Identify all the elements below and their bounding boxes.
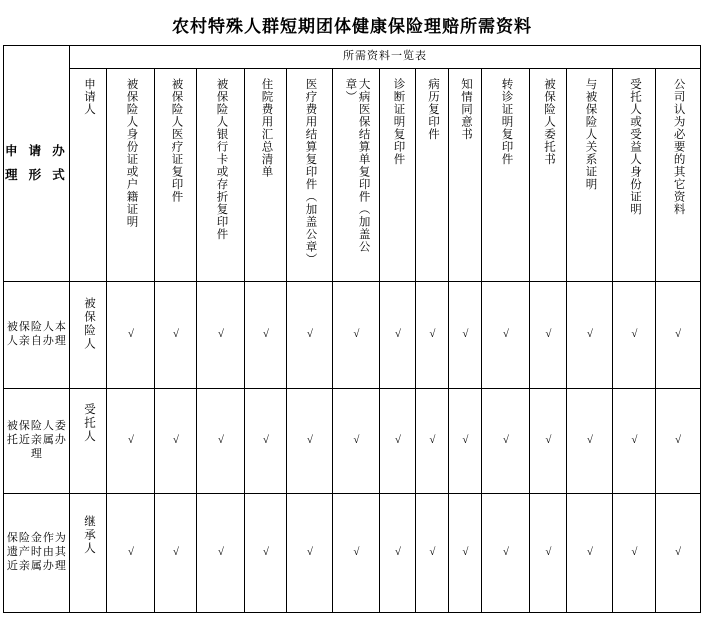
cell-check: √ [245,389,287,494]
column-header-medical-card-copy: 被保险人医疗证复印件 [155,69,197,282]
cell-check: √ [155,389,197,494]
column-header-diagnosis-certificate-copy: 诊断证明复印件 [380,69,416,282]
row-applicant-heir: 继承人 [70,494,107,613]
column-header-id-or-residence: 被保险人身份证或户籍证明 [107,69,155,282]
row-header-self-handling: 被保险人本人亲自办理 [4,282,70,389]
cell-check: √ [567,494,613,613]
cell-check: √ [333,282,380,389]
cell-check: √ [567,389,613,494]
column-header-hospital-bill-summary: 住院费用汇总清单 [245,69,287,282]
column-header-referral-certificate-copy: 转诊证明复印件 [482,69,530,282]
banner-header: 所需资料一览表 [70,46,700,69]
corner-header-label: 申 请 办 理 形 式 [5,143,69,182]
cell-check: √ [380,494,416,613]
cell-check: √ [613,389,656,494]
cell-check: √ [197,494,245,613]
cell-check: √ [567,282,613,389]
row-header-entrusted-relative: 被保险人委托近亲属办理 [4,389,70,494]
row-header-inheritance: 保险金作为遗产时由其近亲属办理 [4,494,70,613]
column-header-medical-record-copy: 病历复印件 [416,69,449,282]
cell-check: √ [656,389,700,494]
document-page [0,12,704,623]
column-header-bank-card-copy: 被保险人银行卡或存折复印件 [197,69,245,282]
cell-check: √ [449,389,482,494]
table-row [4,494,700,613]
cell-check: √ [245,282,287,389]
cell-check: √ [482,494,530,613]
cell-check: √ [530,282,567,389]
cell-check: √ [416,494,449,613]
cell-check: √ [155,282,197,389]
cell-check: √ [107,282,155,389]
column-header-critical-illness-settlement-copy: 大病医保结算单复印件（加盖公章） [333,69,380,282]
cell-check: √ [416,282,449,389]
cell-check: √ [613,494,656,613]
cell-check: √ [155,494,197,613]
column-header-row [4,69,700,282]
cell-check: √ [656,282,700,389]
cell-check: √ [197,282,245,389]
cell-check: √ [482,389,530,494]
cell-check: √ [449,282,482,389]
page-title: 农村特殊人群短期团体健康保险理赔所需资料 [172,17,532,36]
column-header-trustee-beneficiary-id: 受托人或受益人身份证明 [613,69,656,282]
corner-header-cell [4,46,70,282]
cell-check: √ [530,389,567,494]
cell-check: √ [107,494,155,613]
cell-check: √ [107,389,155,494]
cell-check: √ [656,494,700,613]
column-header-applicant: 申请人 [70,69,107,282]
cell-check: √ [333,389,380,494]
column-header-authorization-letter: 被保险人委托书 [530,69,567,282]
table-row [4,389,700,494]
requirements-table [3,45,700,613]
cell-check: √ [380,282,416,389]
row-applicant-trustee: 受托人 [70,389,107,494]
cell-check: √ [287,389,333,494]
row-applicant-insured: 被保险人 [70,282,107,389]
cell-check: √ [380,389,416,494]
table-row [4,282,700,389]
cell-check: √ [613,282,656,389]
column-header-relationship-proof: 与被保险人关系证明 [567,69,613,282]
cell-check: √ [482,282,530,389]
column-header-informed-consent: 知情同意书 [449,69,482,282]
cell-check: √ [197,389,245,494]
table-banner-row [4,46,700,69]
cell-check: √ [530,494,567,613]
column-header-medical-settlement-copy: 医疗费用结算复印件（加盖公章） [287,69,333,282]
cell-check: √ [333,494,380,613]
cell-check: √ [416,389,449,494]
cell-check: √ [287,494,333,613]
cell-check: √ [449,494,482,613]
cell-check: √ [287,282,333,389]
cell-check: √ [245,494,287,613]
column-header-other-materials: 公司认为必要的其它资料 [656,69,700,282]
